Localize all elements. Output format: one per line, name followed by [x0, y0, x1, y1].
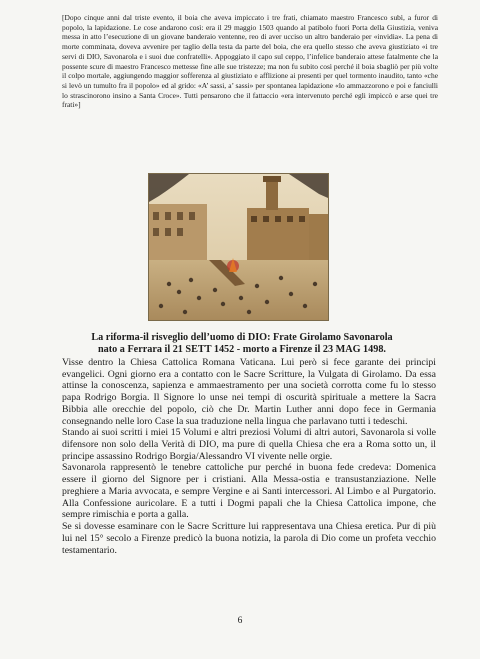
paragraph: Savonarola rappresentò le tenebre cattoliche pur perché in buona fede credeva: Domenica essere il giorno del Signore per i cristiani. Alla Messa-ostia e transustanziazione. Nelle preghiere a Maria avvocata, e sempre Vergine e ai Santi intercessori. Al Limbo e al Purgatorio. Alla Confessione auricolare. E a tutti i Dogmi papali che la Chiesa Cattolica impone, che sempre rimischia e porta a galla. — [62, 462, 436, 521]
quoted-passage: [Dopo cinque anni dal triste evento, il boia che aveva impiccato i tre frati, chiamato maestro Francesco subì, a furor di popolo, la lapidazione. Le cose andarono così: era il 29 maggio 1503 quando al patibolo fuori Porta della Giustizia, veniva messa in atto l’esecuzione di un giovane banderaio ventenne, reo di aver ucciso un altro banderaio per «invidia». La pena di morte comminata, doveva avvenire per taglio della testa da parte del boia, che era quello stesso che aveva giustiziato «i tre servi di DIO, Savonarola e i suoi due confratelli». Appoggiato il capo sul ceppo, l’infelice banderaio attese fatalmente che la possente scure di maestro Francesco mettesse fine alle sue tristezze; ma non fu subito così perché il boia sbagliò per più volte il colpo mortale, aggiungendo maggior sofferenza al giustiziato e afflizione ai presenti per quel tormento inaudito, tanto «che si levò un tumulto fra il popolo» ed al grido: «A’ sassi, a’ sassi» per spontanea lapidazione «lo ammazzorono e poi e fanciulli lo strascinorono insino a Santa Croce». Tutti pensarono che il fattaccio «era intervenuto perché egli impiccò e arse quei tre frati»] — [62, 13, 438, 110]
heading-line-1: La riforma-il risveglio dell’uomo di DIO: Frate Girolamo Savonarola — [91, 332, 393, 343]
piazza-della-signoria-illustration — [149, 174, 328, 320]
page-number: 6 — [237, 616, 243, 626]
execution-painting — [148, 173, 329, 321]
paragraph: Visse dentro la Chiesa Cattolica Romana Vaticana. Lui però si fece garante dei principi evangelici. Ogni giorno era a contatto con le Sacre Scritture, la Vulgata di Girolamo. Da essa attinse la conoscenza, sapienza e ammaestramento per una società corrotta come fu lo stesso papa Rodrigo Borgia. Il Signore lo unse nei tempi di oscurità spirituale a mettere la Sacra Bibbia alle orecchie del popolo, ciò che Dr. Martin Luther anni dopo fece in Germania consegnando nelle loro Case la sua traduzione nella lingua che parlavano tutti i tedeschi. — [62, 357, 436, 427]
body-text — [62, 357, 436, 556]
section-heading — [62, 332, 422, 356]
paragraph: Se si dovesse esaminare con le Sacre Scritture lui rappresentava una Chiesa eretica. Pur di più lui nel 15° secolo a Firenze predicò la buona notizia, la parola di Dio come un profeta vecchio testamentario. — [62, 521, 436, 556]
paragraph: Stando ai suoi scritti i miei 15 Volumi e altri preziosi Volumi di altri autori, Savonarola si volle difensore non solo della Verità di DIO, ma pure di quella Chiesa che era a Roma sotto un, il principe assassino Rodrigo Borgia/Alessandro VI vivente nelle orgie. — [62, 427, 436, 462]
heading-line-2: nato a Ferrara il 21 SETT 1452 - morto a Firenze il 23 MAG 1498. — [98, 344, 386, 355]
